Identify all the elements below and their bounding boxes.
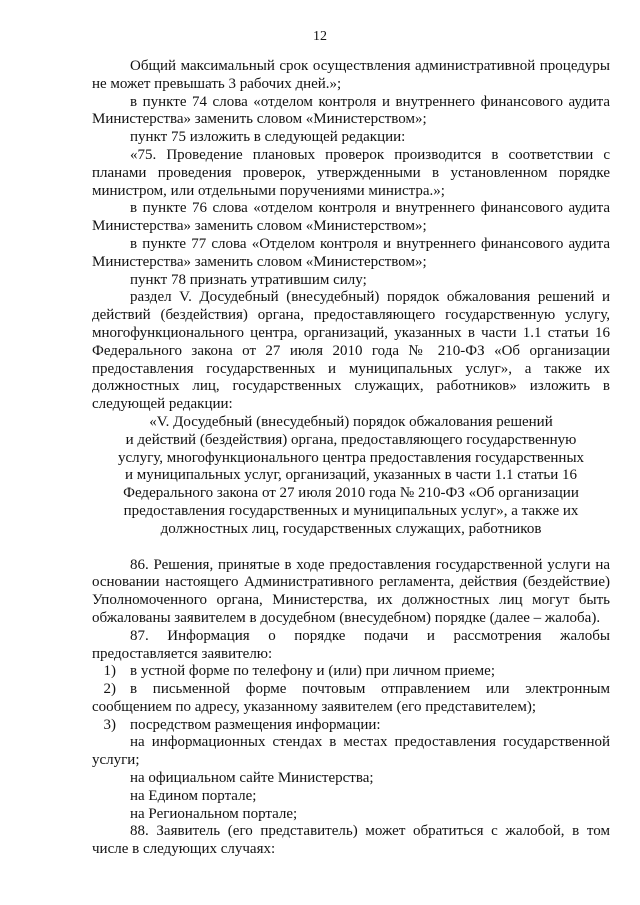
spacer xyxy=(92,539,610,557)
paragraph: пункт 78 признать утратившим силу; xyxy=(130,271,367,288)
paragraph: «75. Проведение плановых проверок производится в соответствии с планами проведения проверок, утвержденными в установленном порядке министром, или отдельными поручениями министра.»; xyxy=(92,146,610,199)
document-body xyxy=(92,58,610,859)
paragraph: раздел V. Досудебный (внесудебный) порядок обжалования решений и действий (бездействия) органа, предоставляющего государственную услугу, многофункционального центра, организаций, указанных в части 1.1 статьи 16 Федерального закона от 27 июля 2010 года № 210-ФЗ «Об организации предоставления государственных и муниципальных услуг», а также их должностных лиц, государственных служащих, работников» изложить в следующей редакции: xyxy=(92,289,610,413)
list-item xyxy=(92,663,610,681)
paragraph-86: 86. Решения, принятые в ходе предоставления государственной услуги на основании настоящего Административного регламента, действия (бездействие) Уполномоченного органа, Министерства, их должностных лиц могут быть обжалованы заявителем в досудебном (внесудебном) порядке (далее – жалоба). xyxy=(92,556,610,626)
list-item-text: в устной форме по телефону и (или) при личном приеме; xyxy=(130,663,495,680)
heading-line: и муниципальных услуг, организаций, указанных в части 1.1 статьи 16 xyxy=(124,467,578,484)
paragraph: в пункте 77 слова «Отделом контроля и внутреннего финансового аудита Министерства» заменить словом «Министерством»; xyxy=(92,235,610,270)
sub-item: на Региональном портале; xyxy=(130,805,298,822)
list-item-number: 3) xyxy=(103,716,116,733)
paragraph-87: 87. Информация о порядке подачи и рассмотрения жалобы предоставляется заявителю: xyxy=(92,627,610,662)
heading-line: Федерального закона от 27 июля 2010 года № 210-ФЗ «Об организации xyxy=(123,485,579,502)
sub-item: на информационных стендах в местах предоставления государственной услуги; xyxy=(92,734,610,769)
page-number: 12 xyxy=(313,29,327,44)
heading-line: «V. Досудебный (внесудебный) порядок обжалования решений xyxy=(149,413,553,430)
paragraph-88: 88. Заявитель (его представитель) может обратиться с жалобой, в том числе в следующих случаях: xyxy=(92,823,610,858)
heading-line: услугу, многофункционального центра предоставления государственных xyxy=(117,449,585,466)
heading-line: предоставления государственных и муниципальных услуг», а также их xyxy=(123,502,579,519)
list-item-number: 2) xyxy=(103,681,116,698)
sub-item: на Едином портале; xyxy=(130,787,257,804)
list-item-number: 1) xyxy=(103,663,116,680)
sub-item: на официальном сайте Министерства; xyxy=(130,770,374,787)
paragraph: в пункте 76 слова «отделом контроля и внутреннего финансового аудита Министерства» заменить словом «Министерством»; xyxy=(92,200,610,235)
list-item xyxy=(92,681,610,717)
paragraph: пункт 75 изложить в следующей редакции: xyxy=(130,129,406,146)
list-item-text: посредством размещения информации: xyxy=(130,716,381,733)
heading-line: и действий (бездействия) органа, предоставляющего государственную xyxy=(125,431,577,448)
section-heading xyxy=(92,414,610,539)
paragraph: в пункте 74 слова «отделом контроля и внутреннего финансового аудита Министерства» заменить словом «Министерством»; xyxy=(92,93,610,128)
heading-line: должностных лиц, государственных служащих, работников xyxy=(160,520,542,537)
list-item xyxy=(92,717,610,735)
paragraph: Общий максимальный срок осуществления административной процедуры не может превышать 3 рабочих дней.»; xyxy=(92,58,610,92)
list-item-text: в письменной форме почтовым отправлением или электронным сообщением по адресу, указанному заявителем (его представителем); xyxy=(92,681,610,715)
